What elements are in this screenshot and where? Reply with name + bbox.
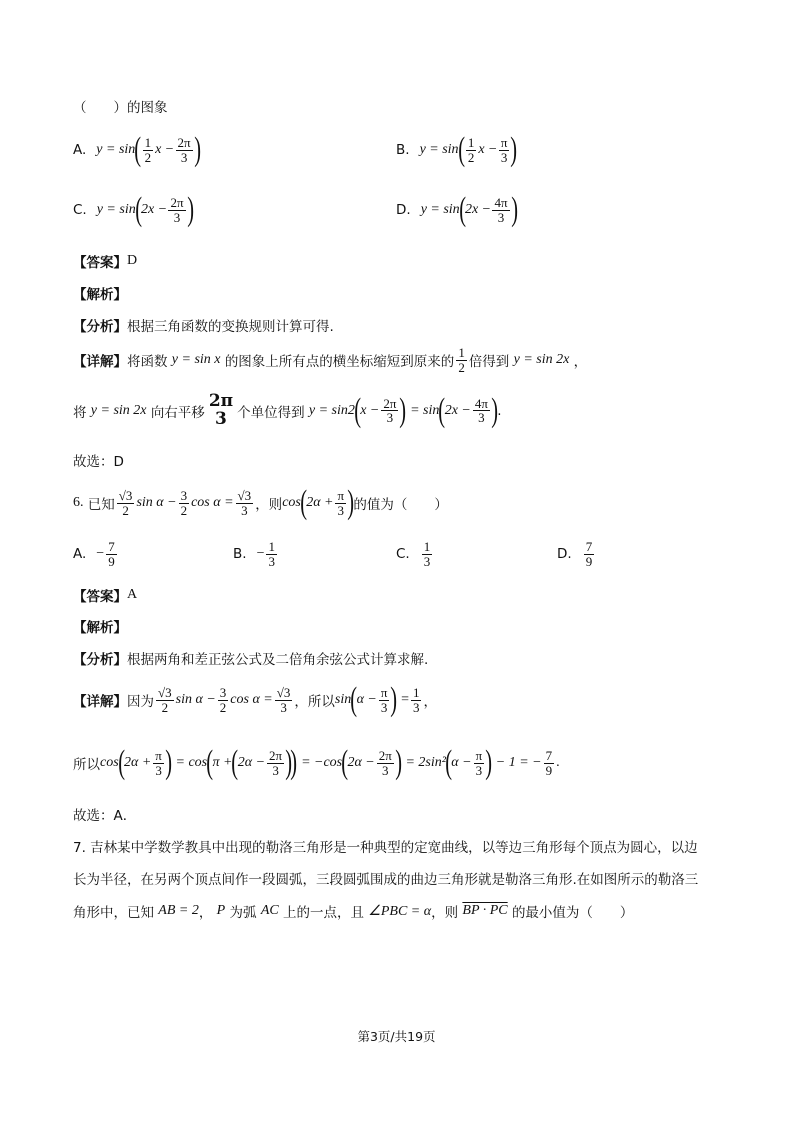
q6-conclusion: 故选：A． [73,808,137,824]
q6-option-c: C. $\frac{1}{3}$ [396,539,431,569]
q7-line1: 7. 吉林某中学数学教具中出现的勒洛三角形是一种典型的定宽曲线，以等边三角形每个顶点为圆心，以边 [73,840,698,856]
q7-line3: 角形中，已知 AB = 2 ， P 为弧 AC 上的一点，且 ∠PBC = α ，则 BP · PC 的最小值为（ ） [73,903,634,921]
q5-stem-tail: （ ）的图象 [73,100,168,116]
q6-stem: 6. 已知 $\frac{√3}{2}$ sin α − $\frac{3}{2}$ cos α = $\frac{√3}{3}$ ，则 cos ( 2α + $\frac{\pi}{3}$ ) 的值为（ ） [73,484,448,521]
q5-answer: 【答案】 D [73,253,138,271]
q5-option-d: D. y = sin ( 2x − $\frac{4\pi}{3}$ ) [396,191,518,228]
page-footer: 第3页/共19页 [357,1029,436,1044]
q6-detail-line1: 【详解】 因为 $\frac{√3}{2}$ sin α − $\frac{3}{2}$ cos α = $\frac{√3}{3}$ ，所以 sin ( α − $\frac{\pi}{3}$ ) = $\frac{1}{3}$ ， [73,681,437,718]
q6-option-a: A. − $\frac{7}{9}$ [73,539,115,569]
q5-detail-line1: 【详解】 将函数 y = sin x 的图象上所有点的横坐标缩短到原来的 $\frac{1}{2}$ 倍得到 y = sin 2x ， [73,345,588,375]
q6-option-d: D. $\frac{7}{9}$ [557,539,593,569]
q5-conclusion: 故选：D [73,454,124,470]
q5-option-b: B. y = sin ( $\frac{1}{2}$ x − $\frac{\pi}{3}$ ) [396,131,518,168]
q5-detail-line2: 将 y = sin 2x 向右平移 2π 3 个单位得到 y = sin2 ( x − $\frac{2\pi}{3}$ ) = sin ( 2x − $\frac{4\pi}{3}$ ) . [73,391,502,429]
q6-analysis-heading: 【解析】 [73,620,127,636]
q6-detail-line2: 所以 cos ( 2α + $\frac{\pi}{3}$ ) = cos ( π + ( 2α − $\frac{2\pi}{3}$ ) ) = −cos ( 2α − $\frac{2\pi}{3}$ ) = 2sin² ( α − $\frac{\pi}{3}$ ) − 1 = − $\frac{7}{9}$ . [73,744,560,781]
q6-option-b: B. − $\frac{1}{3}$ [233,539,275,569]
q6-fenxi: 【分析】 根据两角和差正弦公式及二倍角余弦公式计算求解. [73,652,429,668]
q5-option-c: C. y = sin ( 2x − $\frac{2\pi}{3}$ ) [73,191,194,228]
q5-option-a: A. y = sin ( $\frac{1}{2}$ x − $\frac{2\pi}{3}$ ) [73,131,201,168]
q5-fenxi: 【分析】 根据三角函数的变换规则计算可得. [73,319,334,335]
q7-line2: 长为半径，在另两个顶点间作一段圆弧，三段圆弧围成的曲边三角形就是勒洛三角形.在如图所示的勒洛三 [73,872,699,888]
q6-answer: 【答案】 A [73,587,138,605]
q5-analysis-heading: 【解析】 [73,287,127,303]
